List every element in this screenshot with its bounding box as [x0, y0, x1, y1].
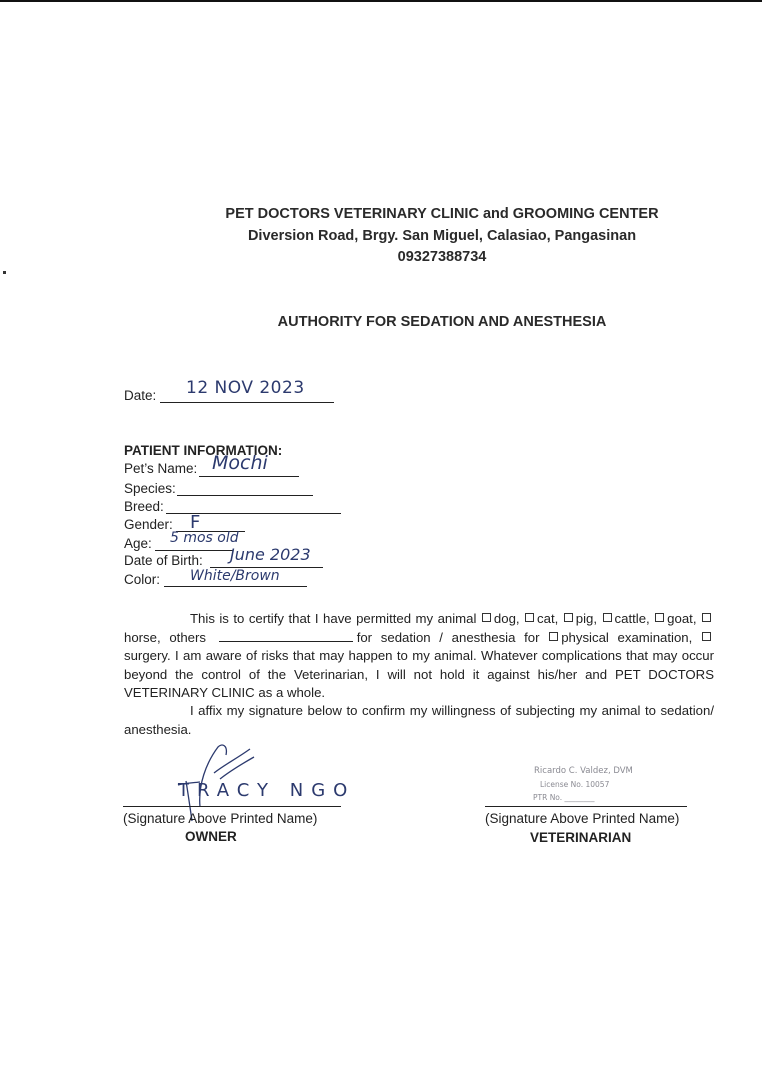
consent-intro: This is to certify that I have permitted my animal [190, 611, 477, 626]
vet-signature-caption: (Signature Above Printed Name) [485, 811, 680, 826]
surgery-option: surgery. I am aware of risks that may happen to my animal. Whatever complications that may occur beyond the control of the Veterinarian, I will not hold it against his/her and PET DOCTORS VETERINARY CLINIC as a whole. [124, 648, 714, 700]
cattle-checkbox[interactable] [603, 613, 612, 622]
species-field[interactable] [177, 495, 313, 496]
color-field[interactable] [164, 586, 307, 587]
dog-option: dog, [493, 611, 520, 626]
date-line[interactable] [160, 402, 334, 403]
cat-checkbox[interactable] [525, 613, 534, 622]
goat-checkbox[interactable] [655, 613, 664, 622]
owner-signature-caption: (Signature Above Printed Name) [123, 811, 318, 826]
form-title: AUTHORITY FOR SEDATION AND ANESTHESIA [277, 314, 607, 330]
pet-name-label: Pet’s Name: [124, 461, 198, 476]
dob-label: Date of Birth: [124, 553, 203, 568]
gender-label: Gender: [124, 517, 173, 532]
color-value: White/Brown [190, 568, 280, 584]
breed-label: Breed: [124, 499, 164, 514]
pet-name-field[interactable] [199, 476, 299, 477]
scan-top-edge [0, 0, 762, 2]
age-field[interactable] [155, 550, 233, 551]
vet-stamp-name: Ricardo C. Valdez, DVM [534, 766, 633, 776]
dob-value: June 2023 [230, 545, 311, 564]
dog-checkbox[interactable] [482, 613, 491, 622]
scan-speck [3, 271, 6, 274]
species-label: Species: [124, 481, 176, 496]
date-value: 12 NOV 2023 [186, 378, 305, 398]
age-value: 5 mos old [170, 530, 239, 546]
gender-value: F [190, 512, 201, 533]
patient-info-heading: PATIENT INFORMATION: [124, 443, 283, 458]
others-blank[interactable] [219, 630, 353, 642]
vet-signature-line[interactable] [485, 806, 687, 807]
pig-option: pig, [575, 611, 598, 626]
owner-signature-line[interactable] [123, 806, 341, 807]
owner-printed-name: TRACY NGO [178, 780, 356, 801]
clinic-phone: 09327388734 [397, 249, 487, 265]
pet-name-value: Mochi [212, 452, 268, 474]
surgery-checkbox[interactable] [702, 632, 711, 641]
vet-stamp-license: License No. 10057 [540, 780, 610, 789]
goat-option: goat, [667, 611, 697, 626]
clinic-address: Diversion Road, Brgy. San Miguel, Calasiao, Pangasinan [247, 228, 637, 244]
horse-others-option: horse, others [124, 629, 206, 645]
age-label: Age: [124, 536, 152, 551]
consent-purpose: for sedation / anesthesia for [356, 629, 540, 645]
owner-role-label: OWNER [185, 829, 237, 844]
consent-paragraph [124, 610, 714, 703]
vet-role-label: VETERINARIAN [530, 830, 632, 845]
date-label: Date: [124, 388, 157, 403]
pig-checkbox[interactable] [564, 613, 573, 622]
exam-checkbox[interactable] [549, 632, 558, 641]
horse-checkbox[interactable] [702, 613, 711, 622]
color-label: Color: [124, 572, 161, 587]
vet-stamp-ptr: PTR No. ________ [533, 793, 595, 802]
clinic-name: PET DOCTORS VETERINARY CLINIC and GROOMING CENTER [225, 206, 659, 222]
affirmation-paragraph: I affix my signature below to confirm my willingness of subjecting my animal to sedation/ anesthesia. [124, 703, 714, 737]
exam-option: physical examination, [561, 629, 693, 645]
cattle-option: cattle, [614, 611, 650, 626]
cat-option: cat, [537, 611, 559, 626]
